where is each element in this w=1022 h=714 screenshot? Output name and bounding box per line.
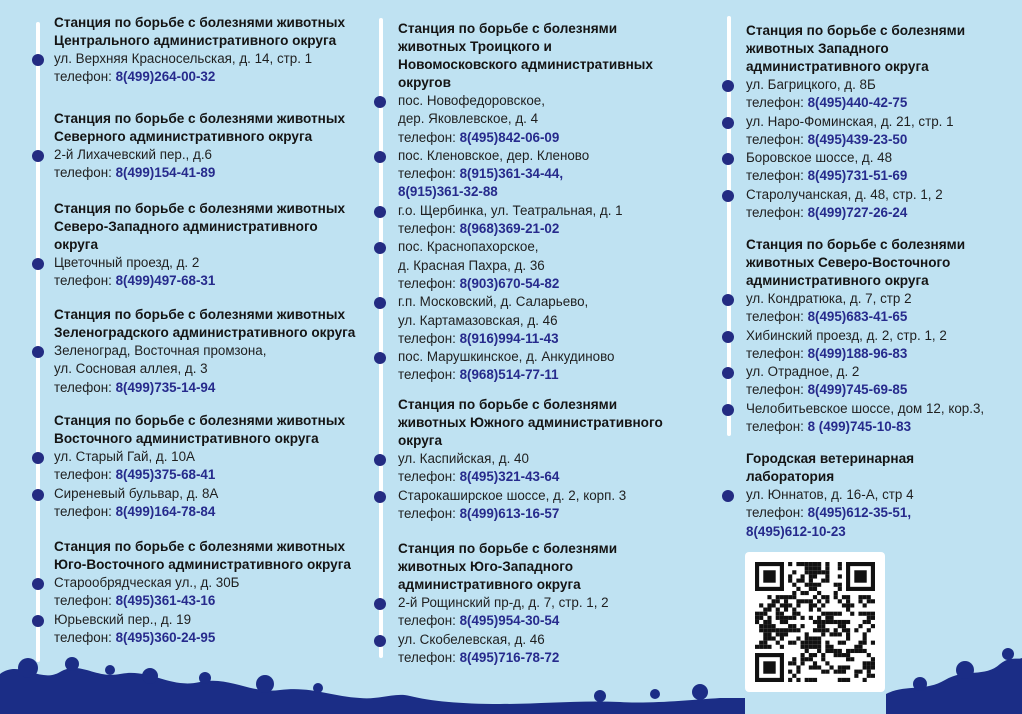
phone-label: телефон: <box>746 345 804 361</box>
station-title-line: округа <box>54 237 99 252</box>
address-line: Юрьевский пер., д. 19 <box>54 611 192 627</box>
timeline-dot <box>32 150 44 162</box>
address-line: Боровское шоссе, д. 48 <box>746 150 893 166</box>
phone-row <box>398 505 663 523</box>
phone-row <box>54 68 345 86</box>
address-line: ул. Верхняя Красносельская, д. 14, стр. 1 <box>54 51 313 66</box>
station-section <box>54 306 355 397</box>
timeline-dot <box>32 452 44 464</box>
address-line: пос. Марушкинское, д. Анкудиново <box>398 349 615 365</box>
phone-row <box>746 418 984 436</box>
address-line: 2-й Лихачевский пер., д.6 <box>54 147 212 162</box>
phone-row <box>746 381 984 399</box>
timeline-dot <box>374 598 386 610</box>
timeline-dot <box>722 80 734 92</box>
timeline-dot <box>32 615 44 627</box>
station-title-line: Новомосковского административных <box>398 57 653 72</box>
address-line: ул. Сосновая аллея, д. 3 <box>54 361 208 377</box>
phone-label: телефон: <box>54 593 112 609</box>
phone-number[interactable]: 8(495)731-51-69 <box>807 168 908 184</box>
phone-number[interactable]: 8(499)164-78-84 <box>115 503 216 519</box>
station-title-line: Зеленоградского административного округа <box>54 325 356 340</box>
station-title <box>54 412 345 448</box>
station-title-line: Юго-Восточного административного округа <box>54 557 351 572</box>
phone-number[interactable]: 8(499)735-14-94 <box>115 379 216 395</box>
phone-label: телефон: <box>746 95 804 111</box>
address-line: Старообрядческая ул., д. 30Б <box>54 575 240 590</box>
phone-number[interactable]: 8(495)612-35-51, <box>807 505 912 521</box>
phone-label: телефон: <box>54 273 112 289</box>
timeline-dot <box>374 96 386 108</box>
phone-row <box>746 345 984 363</box>
address-line: ул. Каспийская, д. 40 <box>398 451 529 466</box>
timeline-dot <box>32 489 44 501</box>
phone-number[interactable]: 8(499)745-69-85 <box>807 382 908 398</box>
address-line: Старолучанская, д. 48, стр. 1, 2 <box>746 186 943 202</box>
timeline-dot <box>722 294 734 306</box>
phone-number[interactable]: 8(495)716-78-72 <box>459 649 560 665</box>
station-title-line: Северного административного округа <box>54 129 313 144</box>
phone-label: телефон: <box>54 503 112 519</box>
address-line: пос. Кленовское, дер. Кленово <box>398 147 590 163</box>
phone-label: телефон: <box>54 165 112 181</box>
station-title-line: животных Северо-Восточного <box>746 255 951 270</box>
phone-label: телефон: <box>54 69 112 85</box>
address-line: ул. Кондратюка, д. 7, стр 2 <box>746 291 912 306</box>
phone-label: телефон: <box>746 205 804 221</box>
phone-number[interactable]: 8 (499)745-10-83 <box>807 419 912 435</box>
address-line: дер. Яковлевское, д. 4 <box>398 111 539 127</box>
address-line: ул. Наро-Фоминская, д. 21, стр. 1 <box>746 113 954 129</box>
phone-number[interactable]: 8(499)188-96-83 <box>807 345 908 361</box>
station-section <box>54 412 345 521</box>
address-line: г.о. Щербинка, ул. Театральная, д. 1 <box>398 202 623 218</box>
phone-row <box>54 272 345 290</box>
phone-row <box>398 330 653 348</box>
station-title-line: административного округа <box>746 273 929 288</box>
timeline-dot <box>722 117 734 129</box>
phone-label: телефон: <box>54 379 112 395</box>
timeline-dot <box>722 404 734 416</box>
address-line: Цветочный проезд, д. 2 <box>54 255 200 270</box>
phone-label: телефон: <box>398 649 456 665</box>
phone-number[interactable]: 8(499)154-41-89 <box>115 165 216 181</box>
station-title-line: Станция по борьбе с болезнями <box>746 237 966 252</box>
phone-label: телефон: <box>746 505 804 521</box>
station-title-line: Центрального административного округа <box>54 33 337 48</box>
phone-label: телефон: <box>746 131 804 147</box>
phone-row <box>398 183 653 201</box>
phone-number[interactable]: 8(499)727-26-24 <box>807 205 908 221</box>
phone-label: телефон: <box>54 629 112 645</box>
station-section <box>398 396 663 523</box>
station-title-line: Восточного административного округа <box>54 431 319 446</box>
station-title-line: животных Западного <box>746 41 889 56</box>
timeline-dot <box>374 491 386 503</box>
timeline-rail <box>379 18 383 658</box>
phone-row <box>398 275 653 293</box>
address-line: Зеленоград, Восточная промзона, <box>54 343 267 358</box>
phone-label: телефон: <box>398 505 456 521</box>
station-title-line: Городская ветеринарная <box>746 451 915 466</box>
station-title-line: Станция по борьбе с болезнями животных <box>54 307 346 322</box>
address-line: ул. Старый Гай, д. 10А <box>54 449 195 464</box>
station-title-line: Станция по борьбе с болезнями <box>398 541 618 556</box>
address-line: ул. Багрицкого, д. 8Б <box>746 77 876 92</box>
timeline-dot <box>374 151 386 163</box>
phone-row <box>54 164 345 182</box>
address-line: Хибинский проезд, д. 2, стр. 1, 2 <box>746 327 947 343</box>
phone-number[interactable]: 8(915)361-32-88 <box>398 184 498 200</box>
address-line: пос. Новофедоровское, <box>398 93 545 108</box>
timeline-dot <box>374 206 386 218</box>
timeline-dot <box>374 352 386 364</box>
station-title-line: животных Южного административного <box>398 415 663 430</box>
station-title-line: Северо-Западного административного <box>54 219 318 234</box>
phone-row <box>398 612 617 630</box>
phone-number[interactable]: 8(495)375-68-41 <box>115 467 216 483</box>
phone-number[interactable]: 8(495)683-41-65 <box>807 309 908 325</box>
phone-row <box>54 503 345 521</box>
phone-number[interactable]: 8(495)439-23-50 <box>807 131 908 147</box>
station-title <box>54 306 355 342</box>
phone-row <box>746 131 965 149</box>
phone-label: телефон: <box>398 166 456 182</box>
timeline-dot <box>722 190 734 202</box>
timeline-dot <box>722 367 734 379</box>
station-title-line: Станция по борьбе с болезнями животных <box>54 201 346 216</box>
address-line: Старокаширское шоссе, д. 2, корп. 3 <box>398 487 627 503</box>
phone-row <box>746 504 914 522</box>
phone-row <box>398 366 653 384</box>
timeline-dot <box>32 258 44 270</box>
phone-number[interactable]: 8(499)264-00-32 <box>115 69 216 85</box>
station-title-line: округа <box>398 433 443 448</box>
phone-row <box>54 379 355 397</box>
station-title <box>54 110 345 146</box>
address-line: ул. Юннатов, д. 16-А, стр 4 <box>746 487 914 502</box>
phone-number[interactable]: 8(495)361-43-16 <box>115 593 216 609</box>
timeline-dot <box>32 346 44 358</box>
timeline-dot <box>722 490 734 502</box>
phone-row <box>398 129 653 147</box>
timeline-dot <box>722 153 734 165</box>
station-title <box>54 14 345 50</box>
station-title-line: Станция по борьбе с болезнями животных <box>54 111 346 126</box>
station-section <box>54 200 345 291</box>
decorative-waves <box>0 634 1022 714</box>
station-title <box>746 450 914 486</box>
phone-number[interactable]: 8(499)613-16-57 <box>459 505 560 521</box>
station-title-line: Станция по борьбе с болезнями животных <box>54 539 346 554</box>
address-line: ул. Скобелевская, д. 46 <box>398 631 545 647</box>
phone-row <box>746 167 965 185</box>
phone-number[interactable]: 8(968)514-77-11 <box>459 367 559 383</box>
phone-label: телефон: <box>398 330 456 346</box>
address-line: г.п. Московский, д. Саларьево, <box>398 294 589 310</box>
station-section <box>54 110 345 183</box>
phone-row <box>398 220 653 238</box>
station-section <box>746 22 965 222</box>
timeline-dot <box>374 297 386 309</box>
station-title <box>54 200 345 254</box>
phone-row <box>746 204 965 222</box>
phone-label: телефон: <box>746 382 804 398</box>
phone-label: телефон: <box>398 275 456 291</box>
station-title-line: Станция по борьбе с болезнями животных <box>54 413 346 428</box>
phone-row <box>54 466 345 484</box>
phone-label: телефон: <box>398 367 456 383</box>
phone-label: телефон: <box>398 129 456 145</box>
address-line: ул. Отрадное, д. 2 <box>746 364 860 380</box>
phone-label: телефон: <box>746 309 804 325</box>
station-title <box>746 236 984 290</box>
phone-number[interactable]: 8(495)612-10-23 <box>746 523 846 539</box>
phone-number[interactable]: 8(916)994-11-43 <box>459 330 559 346</box>
phone-number[interactable]: 8(968)369-21-02 <box>459 221 560 237</box>
station-section <box>746 236 984 436</box>
phone-row <box>746 523 914 541</box>
station-title-line: округов <box>398 75 451 90</box>
phone-label: телефон: <box>398 613 456 629</box>
station-section <box>54 14 345 87</box>
station-title-line: Станция по борьбе с болезнями <box>746 23 966 38</box>
phone-row <box>398 165 653 183</box>
station-title <box>398 540 617 594</box>
phone-row <box>398 468 663 486</box>
address-line: ул. Картамазовская, д. 46 <box>398 312 558 328</box>
timeline-dot <box>374 242 386 254</box>
station-title <box>54 538 351 574</box>
address-line: Челобитьевское шоссе, дом 12, кор.3, <box>746 400 985 416</box>
station-title-line: административного округа <box>746 59 929 74</box>
timeline-dot <box>722 331 734 343</box>
phone-label: телефон: <box>54 467 112 483</box>
address-line: 2-й Рощинский пр-д, д. 7, стр. 1, 2 <box>398 595 609 610</box>
phone-number[interactable]: 8(495)360-24-95 <box>115 629 216 645</box>
phone-label: телефон: <box>398 221 456 237</box>
station-title-line: животных Юго-Западного <box>398 559 574 574</box>
address-line: Сиреневый бульвар, д. 8А <box>54 485 219 501</box>
station-title <box>746 22 965 76</box>
station-title-line: Станция по борьбе с болезнями <box>398 21 618 36</box>
station-title-line: Станция по борьбе с болезнями животных <box>54 15 346 30</box>
timeline-rail <box>36 22 40 662</box>
station-title <box>398 20 653 92</box>
station-section <box>398 20 653 385</box>
phone-label: телефон: <box>746 419 804 435</box>
station-title-line: административного округа <box>398 577 581 592</box>
address-line: д. Красная Пахра, д. 36 <box>398 257 545 273</box>
phone-number[interactable]: 8(499)497-68-31 <box>115 273 216 289</box>
station-title <box>398 396 663 450</box>
phone-number[interactable]: 8(903)670-54-82 <box>459 275 560 291</box>
phone-label: телефон: <box>746 168 804 184</box>
phone-row <box>54 592 351 610</box>
station-title-line: животных Троицкого и <box>398 39 552 54</box>
station-title-line: Станция по борьбе с болезнями <box>398 397 618 412</box>
phone-number[interactable]: 8(495)440-42-75 <box>807 95 908 111</box>
phone-number[interactable]: 8(495)321-43-64 <box>459 469 560 485</box>
timeline-dot <box>32 54 44 66</box>
address-line: пос. Краснопахорское, <box>398 239 539 255</box>
station-title-line: лаборатория <box>746 469 835 484</box>
phone-row <box>746 308 984 326</box>
phone-row <box>746 94 965 112</box>
timeline-dot <box>32 578 44 590</box>
phone-label: телефон: <box>398 469 456 485</box>
phone-number[interactable]: 8(495)954-30-54 <box>459 613 560 629</box>
timeline-dot <box>374 454 386 466</box>
phone-number[interactable]: 8(915)361-34-44, <box>459 166 564 182</box>
phone-number[interactable]: 8(495)842-06-09 <box>459 129 560 145</box>
station-section <box>746 450 914 541</box>
station-section <box>54 538 351 647</box>
